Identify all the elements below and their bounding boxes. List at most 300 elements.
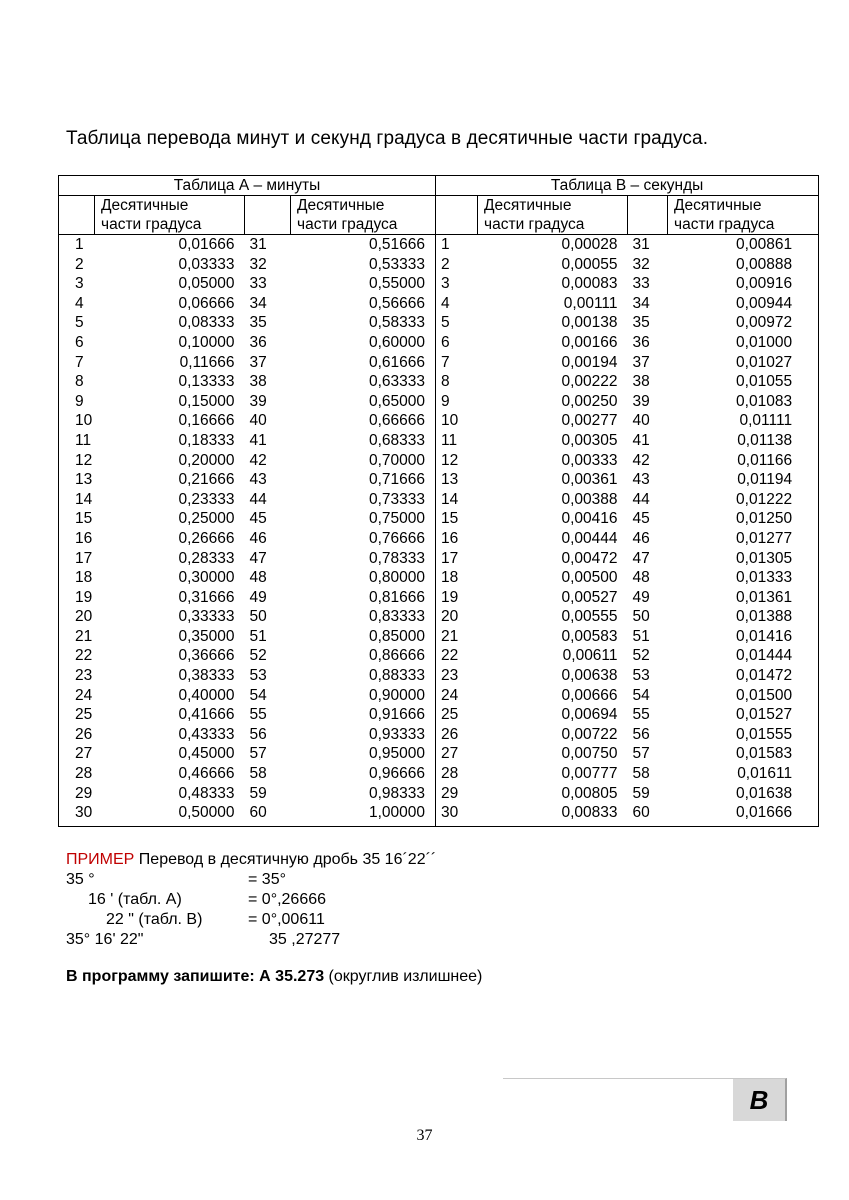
minute-number: 35 [249, 314, 267, 332]
table-row [59, 646, 819, 666]
second-number: 57 [632, 745, 650, 763]
minute-number: 15 [59, 509, 95, 529]
second-number: 7 [441, 353, 450, 371]
second-decimal: 0,01444 [668, 646, 819, 666]
second-decimal: 0,00333 [561, 451, 618, 469]
second-decimal: 0,00388 [561, 490, 618, 508]
minute-number: 11 [59, 431, 95, 451]
minute-number: 56 [249, 725, 267, 743]
second-decimal: 0,00500 [561, 569, 618, 587]
second-decimal: 0,00777 [561, 765, 618, 783]
minute-number: 3 [59, 274, 95, 294]
table-row [59, 431, 819, 451]
table-row [59, 490, 819, 510]
table-subheader-row [59, 196, 819, 235]
second-decimal: 0,00916 [668, 274, 819, 294]
second-decimal: 0,00888 [668, 255, 819, 275]
minute-decimal: 0,66666 [291, 411, 436, 431]
minute-decimal: 0,83333 [291, 607, 436, 627]
second-number: 45 [632, 510, 650, 528]
table-row [59, 255, 819, 275]
table-row [59, 784, 819, 804]
second-decimal: 0,01305 [668, 549, 819, 569]
minute-decimal: 0,36666 [178, 647, 235, 665]
table-row [59, 313, 819, 333]
table-row [59, 372, 819, 392]
table-a-sub-empty-2 [245, 196, 291, 235]
table-row [59, 803, 819, 826]
second-decimal: 0,01194 [668, 470, 819, 490]
minute-number: 9 [59, 392, 95, 412]
second-number: 52 [632, 647, 650, 665]
page-title: Таблица перевода минут и секунд градуса в десятичные части градуса. [66, 128, 709, 149]
second-number: 25 [441, 706, 459, 724]
second-number: 39 [632, 392, 650, 410]
minute-decimal: 0,90000 [291, 686, 436, 706]
table-captions-row [59, 176, 819, 196]
minute-decimal: 0,93333 [291, 725, 436, 745]
minute-number: 13 [59, 470, 95, 490]
table-b-sub-empty-1 [436, 196, 478, 235]
second-decimal: 0,01111 [668, 411, 819, 431]
minute-number: 34 [249, 294, 267, 312]
table-row [59, 607, 819, 627]
second-decimal: 0,00805 [561, 784, 618, 802]
second-decimal: 0,00138 [561, 314, 618, 332]
minute-number: 42 [249, 451, 267, 469]
minute-decimal: 0,23333 [178, 490, 235, 508]
minute-number: 41 [249, 431, 267, 449]
minute-decimal: 0,08333 [178, 314, 235, 332]
second-decimal: 0,00750 [561, 745, 618, 763]
example-right: 35 ,27277 [269, 931, 341, 948]
minute-number: 38 [249, 373, 267, 391]
minute-number: 39 [249, 392, 267, 410]
second-decimal: 0,00722 [561, 725, 618, 743]
minute-number: 33 [249, 275, 267, 293]
minute-number: 10 [59, 411, 95, 431]
second-number: 14 [441, 490, 459, 508]
second-number: 6 [441, 333, 450, 351]
sub-header-line2: части градуса [484, 216, 585, 233]
section-tab: B [733, 1078, 787, 1121]
minute-number: 54 [249, 686, 267, 704]
table-row [59, 529, 819, 549]
minute-decimal: 0,63333 [291, 372, 436, 392]
second-decimal: 0,00416 [561, 510, 618, 528]
minute-number: 7 [59, 353, 95, 373]
minute-number: 59 [249, 784, 267, 802]
second-decimal: 0,00833 [478, 803, 628, 826]
second-number: 50 [632, 608, 650, 626]
second-number: 15 [441, 510, 459, 528]
second-number: 32 [632, 255, 650, 273]
minute-decimal: 0,68333 [291, 431, 436, 451]
minute-decimal: 0,25000 [178, 510, 235, 528]
example-line [66, 870, 436, 890]
second-decimal: 0,01138 [668, 431, 819, 451]
second-number: 56 [632, 725, 650, 743]
second-number: 26 [441, 725, 459, 743]
second-number: 12 [441, 451, 459, 469]
second-decimal: 0,01638 [668, 784, 819, 804]
second-number: 58 [632, 765, 650, 783]
minute-decimal: 0,45000 [178, 745, 235, 763]
second-decimal: 0,00527 [561, 588, 618, 606]
table-row [59, 411, 819, 431]
second-number: 41 [632, 431, 650, 449]
minute-number: 17 [59, 549, 95, 569]
second-number: 10 [441, 412, 459, 430]
minute-decimal: 0,81666 [291, 588, 436, 608]
minute-number: 36 [249, 333, 267, 351]
minute-number: 60 [245, 803, 291, 826]
second-number: 47 [632, 549, 650, 567]
minute-number: 6 [59, 333, 95, 353]
minute-decimal: 0,96666 [291, 764, 436, 784]
minute-decimal: 0,91666 [291, 705, 436, 725]
minute-decimal: 0,30000 [178, 569, 235, 587]
minute-decimal: 0,18333 [178, 431, 235, 449]
conversion-table [58, 175, 819, 827]
minute-decimal: 0,38333 [178, 667, 235, 685]
second-decimal: 0,00111 [563, 294, 618, 312]
minute-number: 44 [249, 490, 267, 508]
section-tab-divider [503, 1078, 733, 1079]
minute-decimal: 0,10000 [178, 333, 235, 351]
second-decimal: 0,00583 [561, 627, 618, 645]
minute-decimal: 0,40000 [178, 686, 235, 704]
example-left: 35 ° [66, 871, 95, 888]
program-note-bold: В программу запишите: А 35.273 [66, 968, 325, 985]
minute-decimal: 0,41666 [178, 706, 235, 724]
example-left: 16 ' (табл. А) [88, 891, 182, 908]
second-decimal: 0,01361 [668, 588, 819, 608]
sub-header-line1: Десятичные [674, 197, 762, 214]
minute-number: 50 [249, 608, 267, 626]
second-number: 44 [632, 490, 650, 508]
table-a-caption: Таблица А – минуты [59, 176, 436, 196]
minute-number: 22 [59, 646, 95, 666]
minute-decimal: 0,15000 [178, 392, 235, 410]
minute-number: 8 [59, 372, 95, 392]
table-b-sub-empty-2 [628, 196, 668, 235]
second-number: 3 [441, 275, 450, 293]
table-row [59, 451, 819, 471]
second-decimal: 0,00861 [668, 235, 819, 255]
example-line [66, 930, 436, 950]
second-number: 4 [441, 294, 450, 312]
minute-number: 53 [249, 667, 267, 685]
minute-number: 52 [249, 647, 267, 665]
minute-decimal: 0,60000 [291, 333, 436, 353]
minute-number: 43 [249, 471, 267, 489]
minute-number: 48 [249, 569, 267, 587]
second-decimal: 0,01500 [668, 686, 819, 706]
second-number: 16 [441, 529, 459, 547]
table-row [59, 549, 819, 569]
second-decimal: 0,00444 [561, 529, 618, 547]
second-decimal: 0,00666 [561, 686, 618, 704]
minute-decimal: 0,11666 [179, 353, 235, 371]
second-decimal: 0,01277 [668, 529, 819, 549]
second-number: 43 [632, 471, 650, 489]
minute-decimal: 0,53333 [291, 255, 436, 275]
table-row [59, 627, 819, 647]
second-number: 23 [441, 667, 459, 685]
second-decimal: 0,01055 [668, 372, 819, 392]
second-number: 27 [441, 745, 459, 763]
second-decimal: 0,01666 [668, 803, 819, 826]
minute-decimal: 0,78333 [291, 549, 436, 569]
example-heading [66, 850, 436, 870]
minute-number: 28 [59, 764, 95, 784]
minute-number: 55 [249, 706, 267, 724]
minute-number: 20 [59, 607, 95, 627]
table-b-sub-header-1 [478, 196, 628, 235]
minute-number: 51 [249, 627, 267, 645]
second-number: 5 [441, 314, 450, 332]
second-decimal: 0,00611 [562, 647, 618, 665]
minute-decimal: 0,55000 [291, 274, 436, 294]
second-decimal: 0,00944 [668, 294, 819, 314]
minute-decimal: 0,65000 [291, 392, 436, 412]
table-row [59, 333, 819, 353]
second-number: 2 [441, 255, 450, 273]
table-row [59, 764, 819, 784]
minute-decimal: 1,00000 [291, 803, 436, 826]
minute-number: 14 [59, 490, 95, 510]
minute-decimal: 0,98333 [291, 784, 436, 804]
second-decimal: 0,01222 [668, 490, 819, 510]
example-line [66, 910, 436, 930]
second-number: 19 [441, 588, 459, 606]
example-right: = 35° [248, 871, 286, 888]
second-decimal: 0,01472 [668, 666, 819, 686]
second-number: 33 [632, 275, 650, 293]
second-number: 17 [441, 549, 459, 567]
minute-decimal: 0,76666 [291, 529, 436, 549]
table-row [59, 353, 819, 373]
minute-decimal: 0,73333 [291, 490, 436, 510]
second-number: 60 [628, 803, 668, 826]
minute-number: 12 [59, 451, 95, 471]
second-decimal: 0,01083 [668, 392, 819, 412]
second-decimal: 0,00638 [561, 667, 618, 685]
minute-decimal: 0,71666 [291, 470, 436, 490]
second-number: 13 [441, 471, 459, 489]
second-number: 38 [632, 373, 650, 391]
minute-decimal: 0,03333 [178, 255, 235, 273]
second-number: 53 [632, 667, 650, 685]
table-row [59, 274, 819, 294]
second-decimal: 0,01583 [668, 744, 819, 764]
example-heading-text: Перевод в десятичную дробь 35 16´22´´ [134, 851, 437, 868]
minute-number: 2 [59, 255, 95, 275]
table-a-sub-header-1 [95, 196, 245, 235]
minute-number: 46 [249, 529, 267, 547]
second-decimal: 0,01000 [668, 333, 819, 353]
second-number: 30 [436, 803, 478, 826]
minute-decimal: 0,01666 [178, 236, 235, 253]
second-number: 36 [632, 333, 650, 351]
example-left: 35° 16' 22" [66, 931, 144, 948]
minute-number: 29 [59, 784, 95, 804]
minute-decimal: 0,58333 [291, 313, 436, 333]
second-number: 21 [441, 627, 459, 645]
minute-number: 26 [59, 725, 95, 745]
second-decimal: 0,00472 [561, 549, 618, 567]
example-label: ПРИМЕР [66, 851, 135, 868]
minute-decimal: 0,95000 [291, 744, 436, 764]
second-decimal: 0,00555 [561, 608, 618, 626]
minute-decimal: 0,16666 [178, 412, 235, 430]
minute-number: 19 [59, 588, 95, 608]
minute-decimal: 0,21666 [178, 471, 235, 489]
second-decimal: 0,01388 [668, 607, 819, 627]
minute-decimal: 0,31666 [178, 588, 235, 606]
table-row [59, 568, 819, 588]
sub-header-line2: части градуса [101, 216, 202, 233]
minute-number: 47 [249, 549, 267, 567]
minute-decimal: 0,86666 [291, 646, 436, 666]
minute-decimal: 0,56666 [291, 294, 436, 314]
table-row [59, 294, 819, 314]
second-number: 51 [632, 627, 650, 645]
minute-decimal: 0,43333 [178, 725, 235, 743]
second-number: 28 [441, 765, 459, 783]
second-number: 48 [632, 569, 650, 587]
minute-decimal: 0,35000 [178, 627, 235, 645]
minute-number: 16 [59, 529, 95, 549]
sub-header-line1: Десятичные [297, 197, 385, 214]
minute-decimal: 0,80000 [291, 568, 436, 588]
minute-decimal: 0,13333 [178, 373, 235, 391]
second-number: 42 [632, 451, 650, 469]
minute-decimal: 0,05000 [178, 275, 235, 293]
table-row [59, 470, 819, 490]
second-decimal: 0,01555 [668, 725, 819, 745]
table-row [59, 686, 819, 706]
table-row [59, 509, 819, 529]
table-row [59, 744, 819, 764]
second-number: 59 [632, 784, 650, 802]
minute-number: 40 [249, 412, 267, 430]
second-number: 37 [632, 353, 650, 371]
second-decimal: 0,01250 [668, 509, 819, 529]
second-decimal: 0,00305 [561, 431, 618, 449]
table-row [59, 666, 819, 686]
second-number: 40 [632, 412, 650, 430]
second-decimal: 0,00250 [561, 392, 618, 410]
example-left: 22 " (табл. В) [106, 911, 203, 928]
second-decimal: 0,00972 [668, 313, 819, 333]
example-block [66, 850, 436, 950]
minute-number: 37 [249, 353, 267, 371]
table-row [59, 705, 819, 725]
minute-decimal: 0,75000 [291, 509, 436, 529]
minute-number: 58 [249, 765, 267, 783]
second-number: 8 [441, 373, 450, 391]
program-note-rest: (округлив излишнее) [324, 968, 483, 985]
second-number: 29 [441, 784, 459, 802]
minute-decimal: 0,50000 [95, 803, 245, 826]
second-number: 34 [632, 294, 650, 312]
minute-decimal: 0,33333 [178, 608, 235, 626]
table-row [59, 235, 819, 255]
second-decimal: 0,00194 [561, 353, 618, 371]
second-decimal: 0,01333 [668, 568, 819, 588]
second-decimal: 0,00361 [561, 471, 618, 489]
minute-number: 25 [59, 705, 95, 725]
second-decimal: 0,01166 [668, 451, 819, 471]
second-number: 24 [441, 686, 459, 704]
second-decimal: 0,00083 [561, 275, 618, 293]
minute-number: 4 [59, 294, 95, 314]
second-decimal: 0,00694 [561, 706, 618, 724]
second-number: 9 [441, 392, 450, 410]
minute-decimal: 0,26666 [178, 529, 235, 547]
second-number: 49 [632, 588, 650, 606]
minute-number: 49 [249, 588, 267, 606]
table-a-sub-header-2 [291, 196, 436, 235]
sub-header-line1: Десятичные [101, 197, 189, 214]
second-number: 46 [632, 529, 650, 547]
second-decimal: 0,00277 [561, 412, 618, 430]
second-decimal: 0,00055 [561, 255, 618, 273]
minute-decimal: 0,51666 [291, 235, 436, 255]
table-b-caption: Таблица В – секунды [436, 176, 819, 196]
minute-decimal: 0,48333 [178, 784, 235, 802]
example-right: = 0°,26666 [248, 891, 327, 908]
sub-header-line2: части градуса [674, 216, 775, 233]
second-decimal: 0,01527 [668, 705, 819, 725]
minute-decimal: 0,88333 [291, 666, 436, 686]
second-number: 35 [632, 314, 650, 332]
table-row [59, 392, 819, 412]
second-decimal: 0,01611 [668, 764, 819, 784]
page-number: 37 [416, 1127, 433, 1144]
minute-decimal: 0,20000 [178, 451, 235, 469]
minute-number: 30 [59, 803, 95, 826]
minute-number: 23 [59, 666, 95, 686]
minute-decimal: 0,46666 [178, 765, 235, 783]
second-number: 20 [441, 608, 459, 626]
second-decimal: 0,00222 [561, 373, 618, 391]
second-number: 55 [632, 706, 650, 724]
table-b-sub-header-2 [668, 196, 819, 235]
minute-decimal: 0,85000 [291, 627, 436, 647]
second-number: 18 [441, 569, 459, 587]
minute-number: 21 [59, 627, 95, 647]
minute-number: 18 [59, 568, 95, 588]
sub-header-line2: части градуса [297, 216, 398, 233]
minute-decimal: 0,06666 [178, 294, 235, 312]
minute-number: 31 [249, 236, 267, 253]
minute-decimal: 0,61666 [291, 353, 436, 373]
minute-number: 5 [59, 313, 95, 333]
table-row [59, 588, 819, 608]
minute-decimal: 0,28333 [178, 549, 235, 567]
example-right: = 0°,00611 [248, 911, 325, 928]
minute-number: 45 [249, 510, 267, 528]
sub-header-line1: Десятичные [484, 197, 572, 214]
table-a-sub-empty-1 [59, 196, 95, 235]
second-decimal: 0,00166 [561, 333, 618, 351]
minute-number: 57 [249, 745, 267, 763]
second-number: 31 [632, 236, 650, 253]
minute-number: 27 [59, 744, 95, 764]
